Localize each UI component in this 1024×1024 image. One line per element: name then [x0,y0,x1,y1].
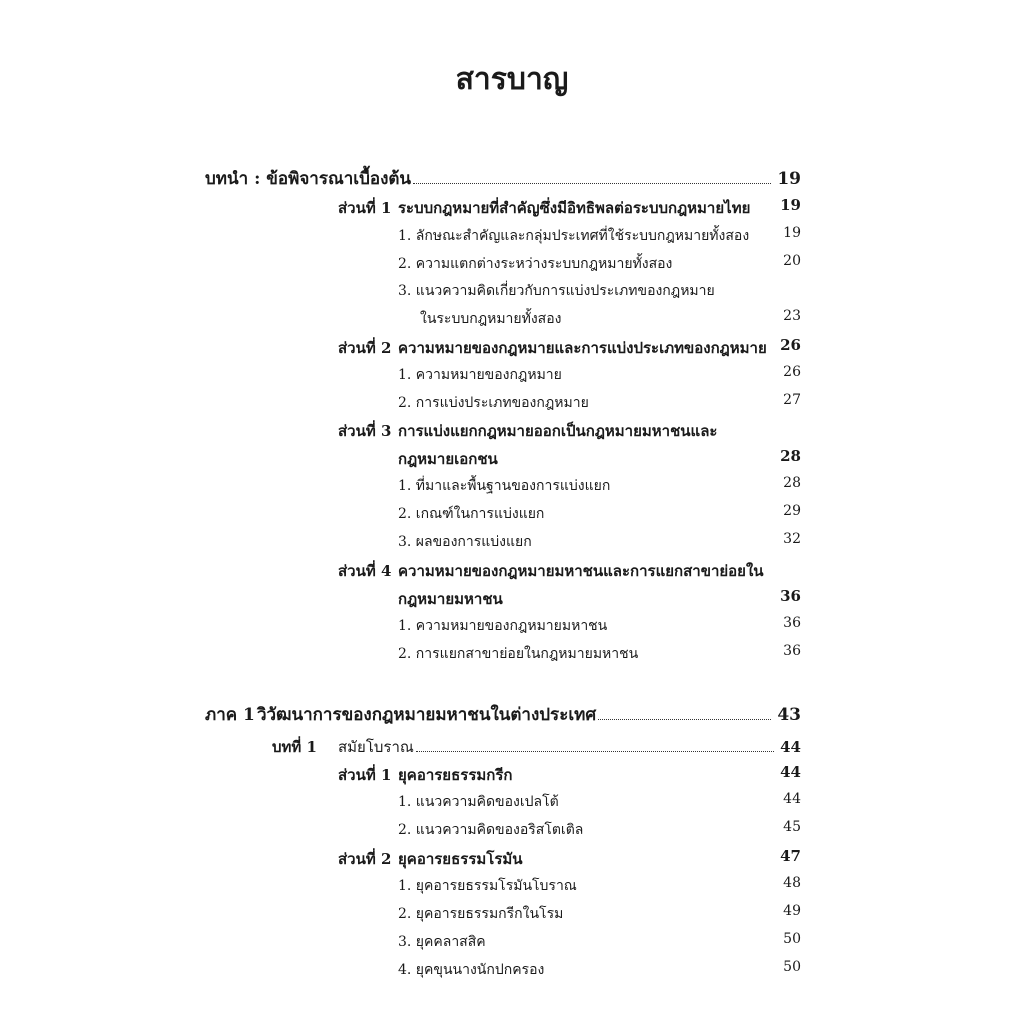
toc-section-heading[interactable] [338,419,717,443]
toc-item[interactable] [398,903,563,925]
item-page: 45 [783,819,801,835]
section-title: ความหมายของกฎหมายและการแบ่งประเภทของกฎหมาย [398,339,767,357]
toc-item[interactable] [398,364,562,386]
item-page: 20 [783,253,801,269]
item-text: 2. แนวความคิดของอริสโตเติล [398,822,584,838]
toc-item[interactable] [398,253,672,275]
section-page: 47 [780,847,801,865]
dot-leader [598,718,771,720]
item-text: 4. ยุคขุนนางนักปกครอง [398,962,545,978]
item-text: 3. ผลของการแบ่งแยก [398,534,532,550]
toc-item[interactable] [398,643,638,665]
section-page: 19 [780,196,801,214]
part-page: 43 [777,705,801,725]
item-text: 1. ความหมายของกฎหมาย [398,367,562,383]
section-title: ระบบกฎหมายที่สำคัญซึ่งมีอิทธิพลต่อระบบกฎหมายไทย [398,199,751,217]
toc-intro-heading[interactable] [205,165,801,192]
item-text: 1. ความหมายของกฎหมายมหาชน [398,618,608,634]
section-title: ความหมายของกฎหมายมหาชนและการแยกสาขาย่อยใน [398,562,764,580]
item-page: 32 [783,531,801,547]
item-page: 49 [783,903,801,919]
toc-item[interactable] [398,475,610,497]
section-label: ส่วนที่ 2 [338,339,392,357]
toc-section-heading-continued[interactable] [398,447,498,471]
item-page: 26 [783,364,801,380]
toc-section-heading[interactable] [338,559,764,583]
item-page: 23 [783,308,801,324]
toc-section-heading[interactable] [338,336,767,360]
section-label: ส่วนที่ 1 [338,766,392,784]
toc-section-heading[interactable] [338,196,750,220]
toc-item[interactable] [398,531,532,553]
item-page: 27 [783,392,801,408]
toc-item[interactable] [398,791,559,813]
chapter-label: บทที่ 1 [272,738,317,756]
section-label: ส่วนที่ 2 [338,850,392,868]
toc-item[interactable] [398,615,607,637]
toc-item-continued[interactable] [420,308,561,330]
item-page: 29 [783,503,801,519]
part-label: ภาค 1 [205,705,255,725]
toc-item[interactable] [398,875,577,897]
item-page: 50 [783,931,801,947]
toc-section-heading[interactable] [338,763,512,787]
section-label: ส่วนที่ 4 [338,562,392,580]
toc-item[interactable] [398,819,583,841]
item-page: 48 [783,875,801,891]
dot-leader [416,750,774,752]
section-title: ยุคอารยธรรมโรมัน [398,850,523,868]
chapter-title: สมัยโบราณ [338,738,414,756]
section-title: การแบ่งแยกกฎหมายออกเป็นกฎหมายมหาชนและ [398,422,718,440]
section-label: ส่วนที่ 3 [338,422,392,440]
section-title: ยุคอารยธรรมกรีก [398,766,513,784]
item-text: 2. เกณฑ์ในการแบ่งแยก [398,506,545,522]
item-page: 36 [783,615,801,631]
toc-section-heading-continued[interactable] [398,587,503,611]
item-page: 36 [783,643,801,659]
toc-section-heading[interactable] [338,847,523,871]
toc-item[interactable] [398,392,589,414]
section-page: 26 [780,336,801,354]
item-text: ในระบบกฎหมายทั้งสอง [420,311,562,327]
page-title: สารบาญ [455,62,569,97]
part-title: วิวัฒนาการของกฎหมายมหาชนในต่างประเทศ [257,705,597,725]
dot-leader [413,182,771,184]
section-title: กฎหมายมหาชน [398,590,503,608]
chapter-page: 44 [780,738,801,756]
item-page: 19 [783,225,801,241]
section-page: 36 [780,587,801,605]
item-page: 28 [783,475,801,491]
toc-item[interactable] [398,959,544,981]
toc-item[interactable] [398,225,749,247]
item-text: 3. แนวความคิดเกี่ยวกับการแบ่งประเภทของกฎหมาย [398,283,715,299]
item-text: 2. ความแตกต่างระหว่างระบบกฎหมายทั้งสอง [398,256,673,272]
item-text: 1. ลักษณะสำคัญและกลุ่มประเทศที่ใช้ระบบกฎหมายทั้งสอง [398,228,750,244]
toc-item[interactable] [398,931,486,953]
toc-part-heading[interactable] [205,701,801,728]
section-label: ส่วนที่ 1 [338,199,392,217]
section-page: 44 [780,763,801,781]
section-title: กฎหมายเอกชน [398,450,498,468]
item-page: 44 [783,791,801,807]
item-text: 1. แนวความคิดของเปลโต้ [398,794,559,810]
item-text: 1. ยุคอารยธรรมโรมันโบราณ [398,878,577,894]
toc-item[interactable] [398,280,715,302]
toc-item[interactable] [398,503,544,525]
intro-page: 19 [777,169,801,189]
item-text: 3. ยุคคลาสสิค [398,934,486,950]
item-text: 2. ยุคอารยธรรมกรีกในโรม [398,906,564,922]
intro-label: บทนำ : ข้อพิจารณาเบื้องต้น [205,169,412,189]
toc-chapter-heading[interactable] [272,735,801,759]
item-page: 50 [783,959,801,975]
section-page: 28 [780,447,801,465]
item-text: 2. การแยกสาขาย่อยในกฎหมายมหาชน [398,646,639,662]
item-text: 1. ที่มาและพื้นฐานของการแบ่งแยก [398,478,611,494]
item-text: 2. การแบ่งประเภทของกฎหมาย [398,395,589,411]
